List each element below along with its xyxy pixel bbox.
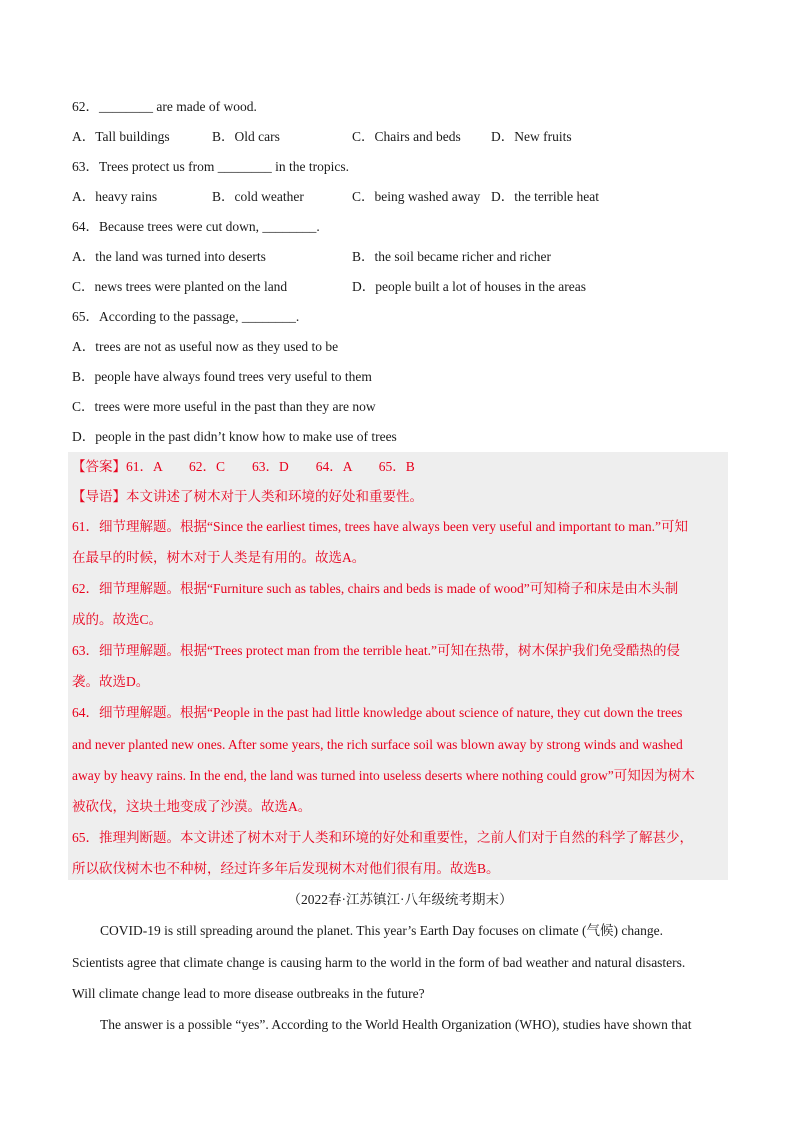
passage-line: Will climate change lead to more disease outbreaks in the future? — [72, 986, 425, 1001]
explanation-line: 所以砍伐树木也不种树，经过许多年后发现树木对他们很有用。故选B。 — [72, 861, 500, 876]
passage-line: COVID-19 is still spreading around the planet. This year’s Earth Day focuses on climate (气候) change. — [100, 923, 663, 938]
question-62-option-a: A．Tall buildings — [72, 129, 170, 144]
question-63-option-b: B．cold weather — [212, 189, 304, 204]
question-62-stem: 62．________ are made of wood. — [72, 99, 257, 114]
guide-line: 【导语】本文讲述了树木对于人类和环境的好处和重要性。 — [72, 489, 423, 504]
answer-key-line: 【答案】61．A 62．C 63．D 64．A 65．B — [72, 459, 415, 474]
explanation-line: 62．细节理解题。根据“Furniture such as tables, chairs and beds is made of wood”可知椅子和床是由木头制 — [72, 581, 679, 596]
question-63-option-c: C．being washed away — [352, 189, 481, 204]
question-64-option-a: A．the land was turned into deserts — [72, 249, 266, 264]
explanation-line: 被砍伐，这块土地变成了沙漠。故选A。 — [72, 799, 312, 814]
explanation-line: 袭。故选D。 — [72, 674, 150, 689]
explanation-line: 在最早的时候，树木对于人类是有用的。故选A。 — [72, 550, 366, 565]
question-62-option-b: B．Old cars — [212, 129, 280, 144]
question-63-option-d: D．the terrible heat — [491, 189, 599, 204]
question-65-option-a: A．trees are not as useful now as they used to be — [72, 339, 339, 354]
question-65-option-b: B．people have always found trees very useful to them — [72, 369, 372, 384]
explanation-line: 63．细节理解题。根据“Trees protect man from the terrible heat.”可知在热带，树木保护我们免受酷热的侵 — [72, 643, 681, 658]
question-64-option-b: B．the soil became richer and richer — [352, 249, 552, 264]
question-64-option-d: D．people built a lot of houses in the areas — [352, 279, 586, 294]
explanation-line: 成的。故选C。 — [72, 612, 163, 627]
question-62-option-d: D．New fruits — [491, 129, 572, 144]
question-64-stem: 64．Because trees were cut down, ________. — [72, 219, 320, 234]
question-64-option-c: C．news trees were planted on the land — [72, 279, 288, 294]
source-citation: （2022春·江苏镇江·八年级统考期末） — [287, 892, 513, 907]
passage-line: Scientists agree that climate change is causing harm to the world in the form of bad weather and natural disasters. — [72, 955, 686, 970]
question-65-stem: 65．According to the passage, ________. — [72, 309, 300, 324]
question-63-stem: 63．Trees protect us from ________ in the tropics. — [72, 159, 349, 174]
question-65-option-c: C．trees were more useful in the past than they are now — [72, 399, 376, 414]
explanation-line: 64．细节理解题。根据“People in the past had little knowledge about science of nature, they cut down the trees — [72, 705, 683, 720]
passage-line: The answer is a possible “yes”. According to the World Health Organization (WHO), studies have shown that — [100, 1017, 692, 1032]
explanation-line: 65．推理判断题。本文讲述了树木对于人类和环境的好处和重要性，之前人们对于自然的科学了解甚少， — [72, 830, 693, 845]
question-62-option-c: C．Chairs and beds — [352, 129, 461, 144]
explanation-line: away by heavy rains. In the end, the land was turned into useless deserts where nothing could grow”可知因为树木 — [72, 768, 695, 783]
explanation-line: and never planted new ones. After some years, the rich surface soil was blown away by strong winds and washed — [72, 737, 683, 752]
question-63-option-a: A．heavy rains — [72, 189, 158, 204]
question-65-option-d: D．people in the past didn’t know how to make use of trees — [72, 429, 397, 444]
explanation-line: 61．细节理解题。根据“Since the earliest times, trees have always been very useful and important to man.”可知 — [72, 519, 688, 534]
